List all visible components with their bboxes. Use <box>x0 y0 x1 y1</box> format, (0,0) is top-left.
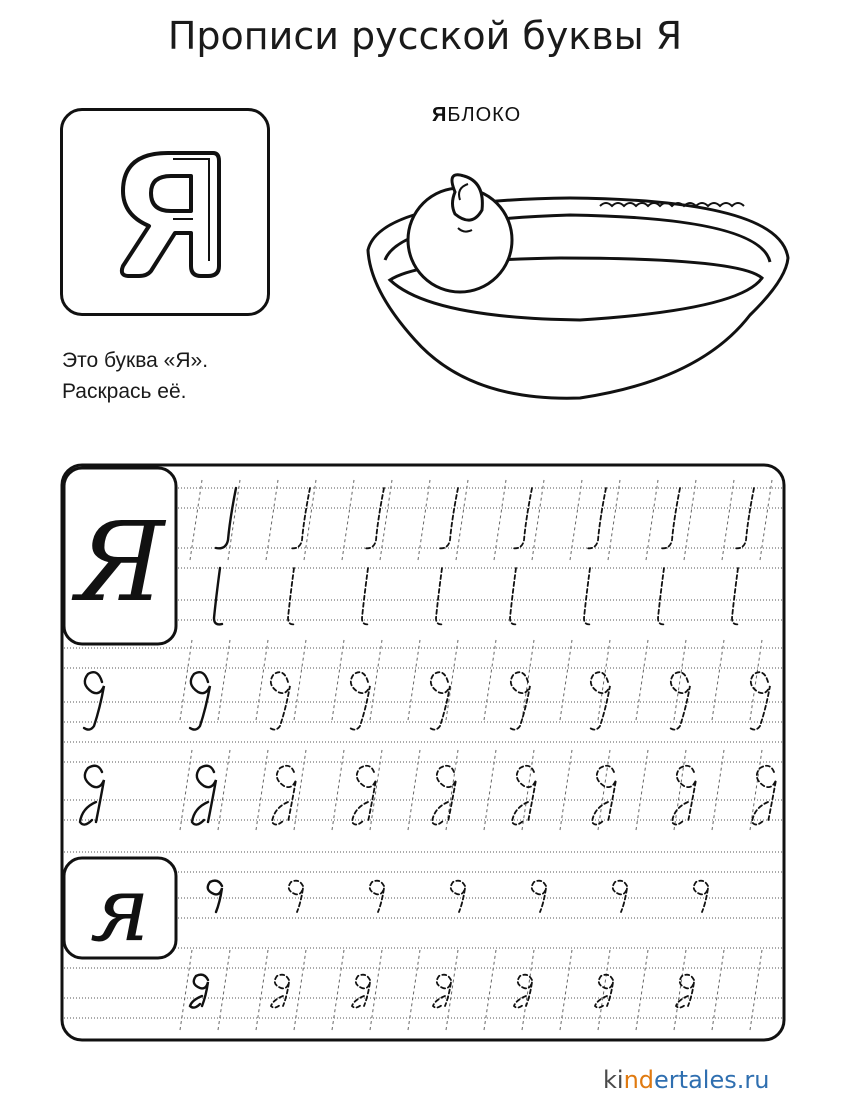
trace-glyph <box>436 568 444 624</box>
trace-glyph <box>214 568 222 624</box>
trace-stroke <box>190 975 208 1008</box>
trace-stroke <box>370 881 384 912</box>
trace-glyph <box>670 672 690 729</box>
trace-stroke <box>352 975 370 1008</box>
trace-glyph <box>592 766 616 825</box>
footer-part-3: ertales.ru <box>654 1066 770 1094</box>
trace-glyph <box>190 975 208 1008</box>
trace-glyph <box>613 881 627 912</box>
trace-glyph <box>190 672 210 729</box>
trace-stroke <box>658 568 666 624</box>
picture-word-first-letter: Я <box>432 104 448 126</box>
trace-stroke <box>586 488 606 548</box>
trace-stroke <box>734 488 754 548</box>
trace-glyph <box>752 766 776 825</box>
slant-line <box>636 640 648 720</box>
slant-line <box>218 640 230 720</box>
trace-stroke <box>216 488 236 548</box>
trace-glyph <box>430 672 450 729</box>
footer-part-2: nd <box>623 1066 655 1094</box>
trace-stroke <box>590 672 610 729</box>
trace-stroke <box>752 766 776 825</box>
trace-glyph <box>510 568 518 624</box>
trace-glyph <box>362 568 370 624</box>
trace-stroke <box>432 766 456 825</box>
trace-stroke <box>584 568 592 624</box>
trace-stroke <box>732 568 740 624</box>
trace-glyph <box>272 766 296 825</box>
trace-stroke <box>532 881 546 912</box>
trace-stroke <box>190 672 210 729</box>
row-sample-stroke <box>84 672 104 729</box>
practice-traces <box>80 488 776 1008</box>
row-sample-stroke <box>80 766 104 825</box>
trace-glyph <box>432 766 456 825</box>
trace-stroke <box>192 766 216 825</box>
trace-glyph <box>438 488 458 548</box>
row-sample-glyph <box>80 766 104 825</box>
row-sample-glyph <box>84 672 104 729</box>
slant-line <box>332 640 344 720</box>
trace-stroke <box>512 488 532 548</box>
trace-glyph <box>732 568 740 624</box>
picture-word-rest: БЛОКО <box>447 104 522 126</box>
trace-glyph <box>352 975 370 1008</box>
trace-glyph <box>271 975 289 1008</box>
trace-stroke <box>288 568 296 624</box>
trace-stroke <box>451 881 465 912</box>
slant-line <box>294 640 306 720</box>
trace-stroke <box>676 975 694 1008</box>
slant-line <box>560 640 572 720</box>
trace-glyph <box>288 568 296 624</box>
uppercase-sample-letter: Я <box>75 498 165 626</box>
trace-glyph <box>660 488 680 548</box>
trace-stroke <box>510 568 518 624</box>
trace-stroke <box>214 568 222 624</box>
trace-glyph <box>532 881 546 912</box>
trace-glyph <box>694 881 708 912</box>
trace-glyph <box>270 672 290 729</box>
trace-stroke <box>433 975 451 1008</box>
caption-line-2: Раскрась её. <box>62 380 187 403</box>
trace-stroke <box>694 881 708 912</box>
trace-glyph <box>192 766 216 825</box>
trace-glyph <box>216 488 236 548</box>
trace-glyph <box>584 568 592 624</box>
trace-stroke <box>436 568 444 624</box>
slant-line <box>750 640 762 720</box>
trace-glyph <box>451 881 465 912</box>
trace-glyph <box>586 488 606 548</box>
slant-line <box>712 640 724 720</box>
trace-stroke <box>350 672 370 729</box>
trace-stroke <box>613 881 627 912</box>
slant-line <box>408 640 420 720</box>
trace-glyph <box>676 975 694 1008</box>
trace-glyph <box>672 766 696 825</box>
caption-line-1: Это буква «Я». <box>62 349 209 372</box>
page-title: Прописи русской буквы Я <box>167 14 683 58</box>
trace-glyph <box>350 672 370 729</box>
trace-glyph <box>208 881 222 912</box>
trace-glyph <box>512 488 532 548</box>
trace-stroke <box>510 672 530 729</box>
slant-line <box>370 640 382 720</box>
trace-stroke <box>430 672 450 729</box>
slant-line <box>674 640 686 720</box>
slant-line <box>256 640 268 720</box>
trace-stroke <box>595 975 613 1008</box>
trace-stroke <box>364 488 384 548</box>
slant-line <box>484 640 496 720</box>
trace-stroke <box>672 766 696 825</box>
trace-stroke <box>208 881 222 912</box>
trace-stroke <box>289 881 303 912</box>
footer-part-1: ki <box>603 1066 624 1094</box>
trace-glyph <box>510 672 530 729</box>
trace-stroke <box>592 766 616 825</box>
trace-stroke <box>271 975 289 1008</box>
trace-glyph <box>734 488 754 548</box>
trace-glyph <box>595 975 613 1008</box>
trace-stroke <box>272 766 296 825</box>
lowercase-sample-letter: я <box>90 857 150 962</box>
trace-stroke <box>438 488 458 548</box>
trace-glyph <box>658 568 666 624</box>
trace-stroke <box>362 568 370 624</box>
trace-glyph <box>590 672 610 729</box>
trace-stroke <box>270 672 290 729</box>
trace-glyph <box>370 881 384 912</box>
trace-glyph <box>289 881 303 912</box>
trace-stroke <box>670 672 690 729</box>
site-footer <box>603 1066 769 1094</box>
trace-glyph <box>433 975 451 1008</box>
trace-stroke <box>660 488 680 548</box>
trace-glyph <box>364 488 384 548</box>
